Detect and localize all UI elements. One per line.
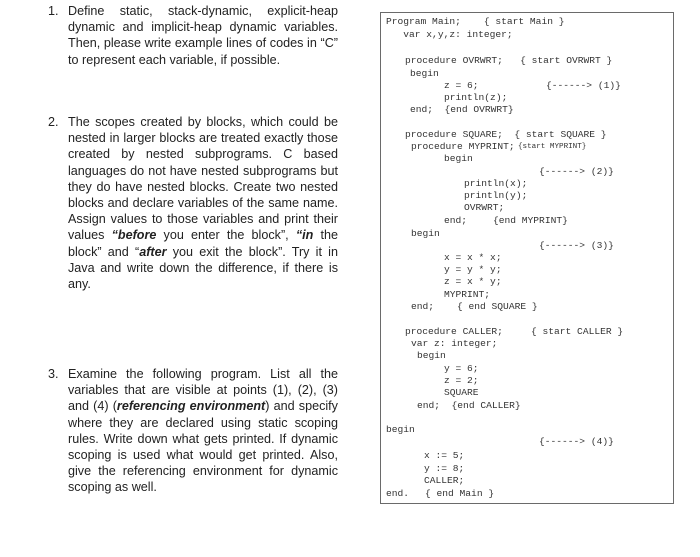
code-line: y = y * y;: [444, 264, 502, 275]
code-line: begin: [386, 424, 415, 435]
code-line: begin: [444, 153, 473, 164]
program-code-box: [380, 12, 674, 504]
code-line: end;: [444, 215, 468, 226]
code-line: x = x * x;: [444, 252, 502, 263]
code-line: procedure OVRWRT; { start OVRWRT }: [405, 55, 613, 66]
code-line: begin: [417, 350, 446, 361]
code-line: OVRWRT;: [464, 202, 505, 213]
code-line: procedure MYPRINT;: [411, 141, 515, 152]
code-line: z = x * y;: [444, 276, 502, 287]
question-1: [48, 3, 338, 68]
code-line: println(x);: [464, 178, 528, 189]
code-line: end; {end CALLER}: [417, 400, 521, 411]
question-2-text-part: you exit the block”. Try it in Java and write down the difference, if there is any.: [68, 244, 338, 292]
code-line: procedure SQUARE; { start SQUARE }: [405, 129, 607, 140]
question-3-text-part: ) and specify where they are declared using static scoping rules. Write down what gets printed. If dynamic scoping is used what would get printed. Also, give the referencing environment for dynamic scoping as well.: [68, 399, 338, 495]
code-line: y := 8;: [424, 463, 465, 474]
code-line: begin: [410, 68, 439, 79]
code-line: println(y);: [464, 190, 528, 201]
code-line: procedure CALLER;: [405, 326, 503, 337]
question-2-emphasis-in: “in: [295, 228, 314, 243]
question-2-text-part: the block” and “: [68, 228, 339, 259]
question-1-text: Define static, stack-dynamic, explicit-heap dynamic and implicit-heap dynamic variables. Then, please write example lines of codes in “C” to represent each variable, if possible.: [68, 4, 338, 67]
code-line: {start MYPRINT}: [518, 143, 587, 151]
code-line: var z: integer;: [411, 338, 498, 349]
code-line: z = 6;: [444, 80, 479, 91]
question-2-text-part: The scopes created by blocks, which could be nested in larger blocks are treated exactly those created by nested subprograms. C based languages do not have nested subprograms but they do have nested blocks. Create two nested blocks and declare variables of the same name. Assign values to those variables and print their values: [68, 115, 338, 243]
code-line: MYPRINT;: [444, 289, 491, 300]
code-line: z = 2;: [444, 375, 479, 386]
code-marker-1: {------> (1)}: [546, 80, 621, 91]
question-3-number: 3.: [48, 367, 59, 381]
code-line: CALLER;: [424, 475, 465, 486]
question-2-text: [68, 114, 338, 292]
code-marker-4: {------> (4)}: [539, 436, 614, 447]
code-line: y = 6;: [444, 363, 479, 374]
code-line: end;: [411, 301, 435, 312]
question-3-text: [68, 366, 338, 496]
code-line: {end MYPRINT}: [493, 215, 568, 226]
question-3-text-part: Examine the following program. List all the variables that are visible at points (1), (2), (3) and (4) (: [68, 367, 338, 414]
code-line: begin: [411, 228, 440, 239]
question-3: [48, 366, 338, 496]
code-line: { start CALLER }: [531, 326, 624, 337]
question-1-number: 1.: [48, 4, 59, 18]
code-marker-3: {------> (3)}: [539, 240, 614, 251]
code-line: var x,y,z: integer;: [386, 29, 513, 40]
code-marker-2: {------> (2)}: [539, 166, 614, 177]
code-line: end; {end OVRWRT}: [410, 104, 514, 115]
code-line: end.: [386, 488, 410, 499]
question-2-text-part: you enter the block”,: [156, 228, 296, 243]
question-2-emphasis-after: after: [139, 244, 167, 259]
code-line: SQUARE: [444, 387, 479, 398]
code-line: x := 5;: [424, 450, 465, 461]
question-2-emphasis-before: “before: [111, 228, 157, 243]
question-2-number: 2.: [48, 115, 59, 129]
code-line: println(z);: [444, 92, 508, 103]
code-line: { end SQUARE }: [457, 301, 538, 312]
question-3-emphasis-referencing-environment: referencing environment: [116, 399, 266, 414]
code-line: { end Main }: [425, 488, 495, 499]
code-line: Program Main; { start Main }: [386, 16, 565, 27]
question-2: [48, 114, 338, 292]
